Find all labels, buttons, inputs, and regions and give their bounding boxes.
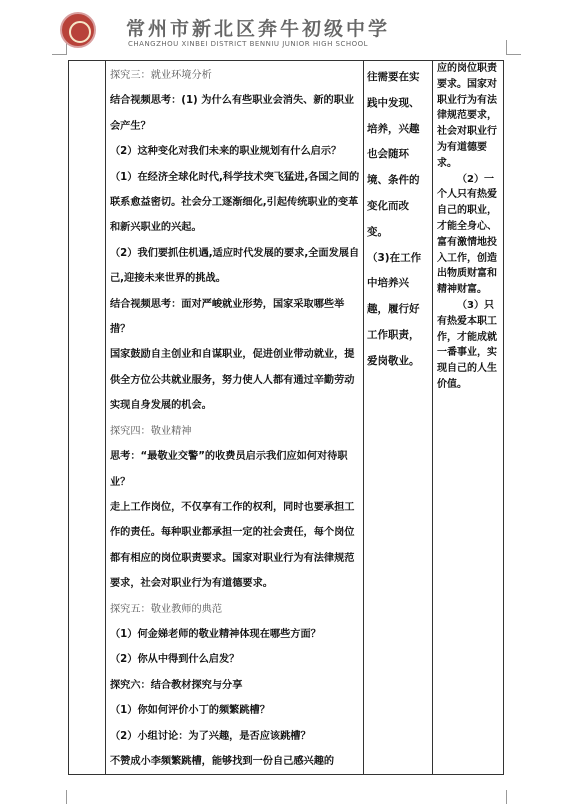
table-row	[69, 61, 504, 775]
activity-paragraph: （2）小组讨论：为了兴趣，是否应该跳槽？	[110, 730, 311, 742]
activity-paragraph: 结合视频思考：(1) 为什么有些职业会消失、新的职业会产生？	[110, 95, 355, 132]
activity-paragraph: 思考：“最敬业交警”的收费员启示我们应如何对待职业？	[110, 451, 348, 488]
summary-paragraph: （2）一个人只有热爱自己的职业，才能全身心、富有激情地投入工作，创造出物质财富和精神财富。	[437, 173, 497, 296]
empty-cell	[69, 61, 106, 775]
activity-paragraph: 不赞成小李频繁跳槽，能够找到一份自己感兴趣的	[110, 755, 335, 767]
activity-paragraph: （1）在经济全球化时代,科学技术突飞猛进,各国之间的联系愈益密切。社会分工逐渐细化,引起传统职业的变革和新兴职业的兴起。	[110, 171, 360, 234]
activity-paragraph: （1）你如何评价小丁的频繁跳槽？	[110, 705, 270, 717]
school-name-en: CHANGZHOU XINBEI DISTRICT BENNIU JUNIOR HIGH SCHOOL	[128, 40, 369, 48]
activity-paragraph: （2）我们要抓住机遇,适应时代发展的要求,全面发展自己,迎接未来世界的挑战。	[110, 247, 360, 285]
crop-mark-bottom-right	[506, 790, 521, 804]
activity-paragraph: 探究四：敬业精神	[110, 425, 192, 437]
activity-paragraph: 探究五：敬业教师的典范	[110, 603, 223, 615]
activity-paragraph: 探究三：就业环境分析	[110, 70, 212, 81]
school-name-cn: 常州市新北区奔牛初级中学	[126, 18, 391, 40]
student-activity-cell	[364, 61, 433, 775]
summary-paragraph: （3）只有热爱本职工作，才能成就一番事业，实现自己的人生价值。	[437, 299, 497, 390]
crop-mark-bottom-left	[52, 790, 67, 804]
activity-paragraph: （2）这种变化对我们未来的职业规划有什么启示？	[110, 146, 342, 158]
lesson-plan-table	[68, 60, 504, 775]
school-logo	[60, 12, 96, 48]
activity-paragraph: 国家鼓励自主创业和自谋职业，促进创业带动就业，提供全方位公共就业服务，努力使人人都有通过辛勤劳动实现自身发展的机会。	[110, 349, 355, 412]
activity-paragraph: （2）你从中得到什么启发？	[110, 654, 240, 666]
student-paragraph: （3)在工作中培养兴趣，履行好工作职责，爱岗敬业。	[367, 251, 422, 367]
activity-content	[106, 61, 363, 774]
activity-paragraph: 走上工作岗位，不仅享有工作的权利，同时也要承担工作的责任。每种职业都承担一定的社会责任，每个岗位都有相应的岗位职责要求。国家对职业行为有法律规范要求，社会对职业行为有道德要求。	[110, 501, 355, 590]
student-activity-content	[364, 61, 432, 375]
summary-cell	[433, 61, 504, 775]
summary-paragraph: 应的岗位职责要求。国家对职业行为有法律规范要求，社会对职业行为有道德要求。	[437, 63, 497, 169]
activity-cell	[106, 61, 364, 775]
school-header	[60, 10, 530, 52]
student-paragraph: 往需要在实践中发现、培养，兴趣也会随环境、条件的变化而改变。	[367, 71, 420, 238]
activity-paragraph: 结合视频思考：面对严峻就业形势，国家采取哪些举措？	[110, 298, 345, 336]
activity-paragraph: 探究六：结合教材探究与分享	[110, 679, 243, 691]
summary-content	[433, 61, 503, 393]
activity-paragraph: （1）何金娣老师的敬业精神体现在哪些方面？	[110, 628, 321, 640]
